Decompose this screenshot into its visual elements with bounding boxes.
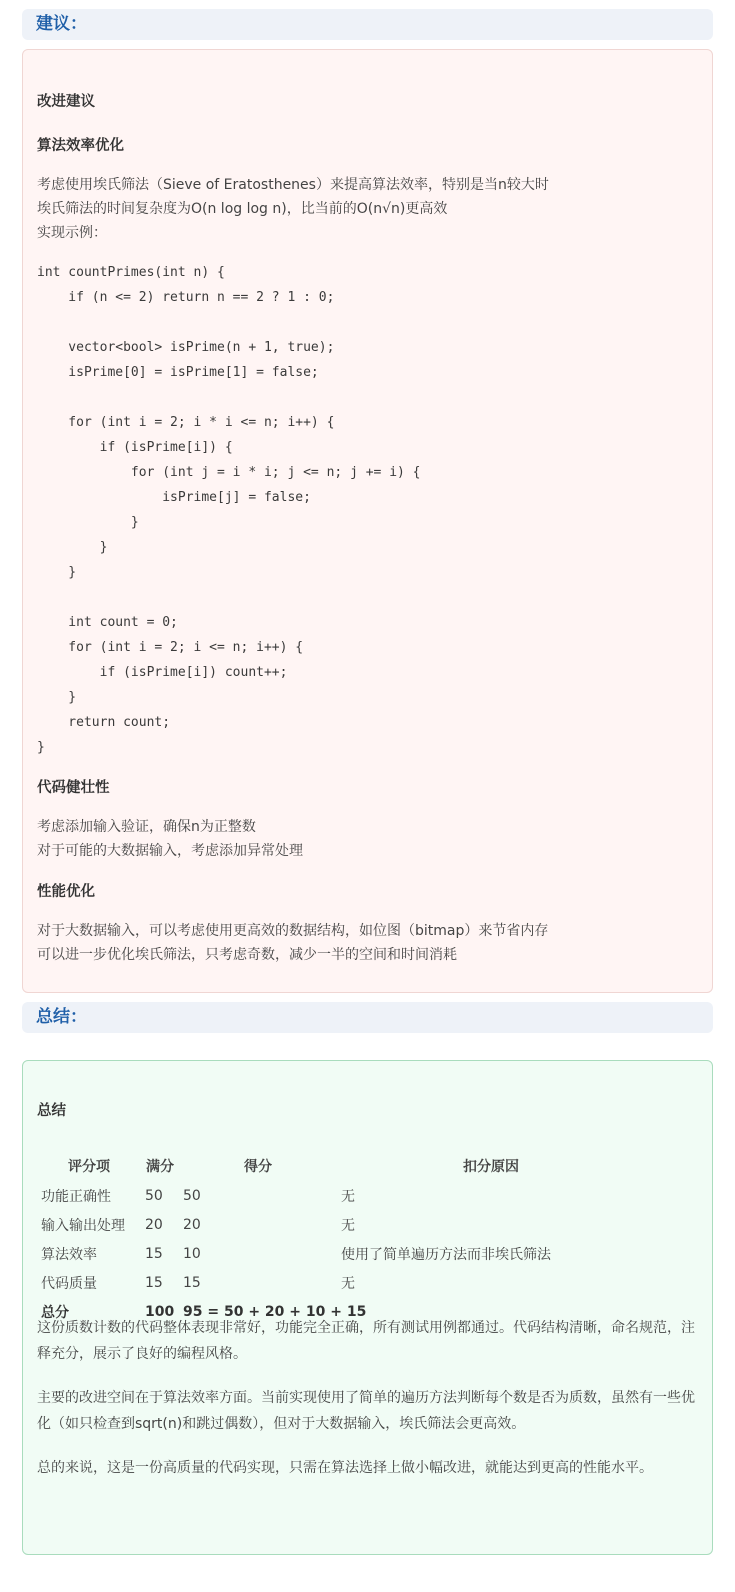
- suggestion-section-header: 建议：: [22, 9, 713, 40]
- row-full-score: 50: [145, 1187, 163, 1204]
- efficiency-line-3: 实现示例：: [37, 225, 107, 241]
- total-label: 总分: [41, 1304, 69, 1321]
- suggestion-title: 改进建议: [37, 94, 95, 110]
- section-heading-performance: 性能优化: [37, 884, 95, 900]
- row-reason: 无: [341, 1217, 355, 1234]
- efficiency-line-2: 埃氏筛法的时间复杂度为O(n log log n)，比当前的O(n√n)更高效: [37, 201, 448, 217]
- header-item: 评分项: [68, 1159, 110, 1175]
- row-item: 算法效率: [41, 1246, 97, 1263]
- performance-line-2: 可以进一步优化埃氏筛法，只考虑奇数，减少一半的空间和时间消耗: [37, 947, 457, 963]
- suggestion-card: [22, 49, 713, 993]
- performance-line-1: 对于大数据输入，可以考虑使用更高效的数据结构，如位图（bitmap）来节省内存: [37, 923, 549, 939]
- section-heading-efficiency: 算法效率优化: [37, 138, 124, 154]
- robustness-line-1: 考虑添加输入验证，确保n为正整数: [37, 819, 256, 835]
- summary-card: [22, 1060, 713, 1555]
- header-reason: 扣分原因: [463, 1159, 519, 1175]
- table-row: [37, 1210, 645, 1239]
- robustness-line-2: 对于可能的大数据输入，考虑添加异常处理: [37, 843, 303, 859]
- total-score: 95 = 50 + 20 + 10 + 15: [183, 1303, 367, 1320]
- row-score: 20: [183, 1216, 201, 1233]
- row-full-score: 15: [145, 1245, 163, 1262]
- row-reason: 无: [341, 1188, 355, 1205]
- row-score: 10: [183, 1245, 201, 1262]
- header-score: 得分: [244, 1159, 272, 1175]
- row-score: 15: [183, 1274, 201, 1291]
- summary-title: 总结: [37, 1103, 66, 1119]
- table-row: [37, 1181, 645, 1210]
- row-reason: 使用了简单遍历方法而非埃氏筛法: [341, 1246, 551, 1263]
- row-item: 代码质量: [41, 1275, 97, 1292]
- header-full-score: 满分: [146, 1159, 174, 1175]
- summary-paragraph-1: 这份质数计数的代码整体表现非常好，功能完全正确，所有测试用例都通过。代码结构清晰，命名规范，注释充分，展示了良好的编程风格。: [37, 1320, 695, 1362]
- row-reason: 无: [341, 1275, 355, 1292]
- row-item: 功能正确性: [41, 1188, 111, 1205]
- row-full-score: 15: [145, 1274, 163, 1291]
- row-full-score: 20: [145, 1216, 163, 1233]
- total-full-score: 100: [145, 1303, 175, 1320]
- summary-section-header: 总结：: [22, 1002, 713, 1033]
- table-row: [37, 1268, 645, 1297]
- efficiency-line-1: 考虑使用埃氏筛法（Sieve of Eratosthenes）来提高算法效率，特别是当n较大时: [37, 177, 549, 193]
- row-item: 输入输出处理: [41, 1217, 125, 1234]
- code-block: int countPrimes(int n) { if (n <= 2) return n == 2 ? 1 : 0; vector<bool> isPrime(n + 1, true); isPrime[0] = isPrime[1] = false; for (int i = 2; i * i <= n; i++) { if (isPrime[i]) { for (int j = i * i; j <= n; j += i) { isPrime[j] = false; } } } int count = 0; for (int i = 2; i <= n; i++) { if (isPrime[i]) count++; } return count; }: [37, 265, 421, 755]
- section-heading-robustness: 代码健壮性: [37, 780, 110, 796]
- score-table-header-row: [37, 1151, 645, 1181]
- row-score: 50: [183, 1187, 201, 1204]
- summary-paragraph-3: 总的来说，这是一份高质量的代码实现，只需在算法选择上做小幅改进，就能达到更高的性能水平。: [37, 1460, 653, 1476]
- summary-paragraph-2: 主要的改进空间在于算法效率方面。当前实现使用了简单的遍历方法判断每个数是否为质数，虽然有一些优化（如只检查到sqrt(n)和跳过偶数），但对于大数据输入，埃氏筛法会更高效。: [37, 1390, 695, 1432]
- table-row: [37, 1239, 645, 1268]
- score-table: [37, 1151, 645, 1326]
